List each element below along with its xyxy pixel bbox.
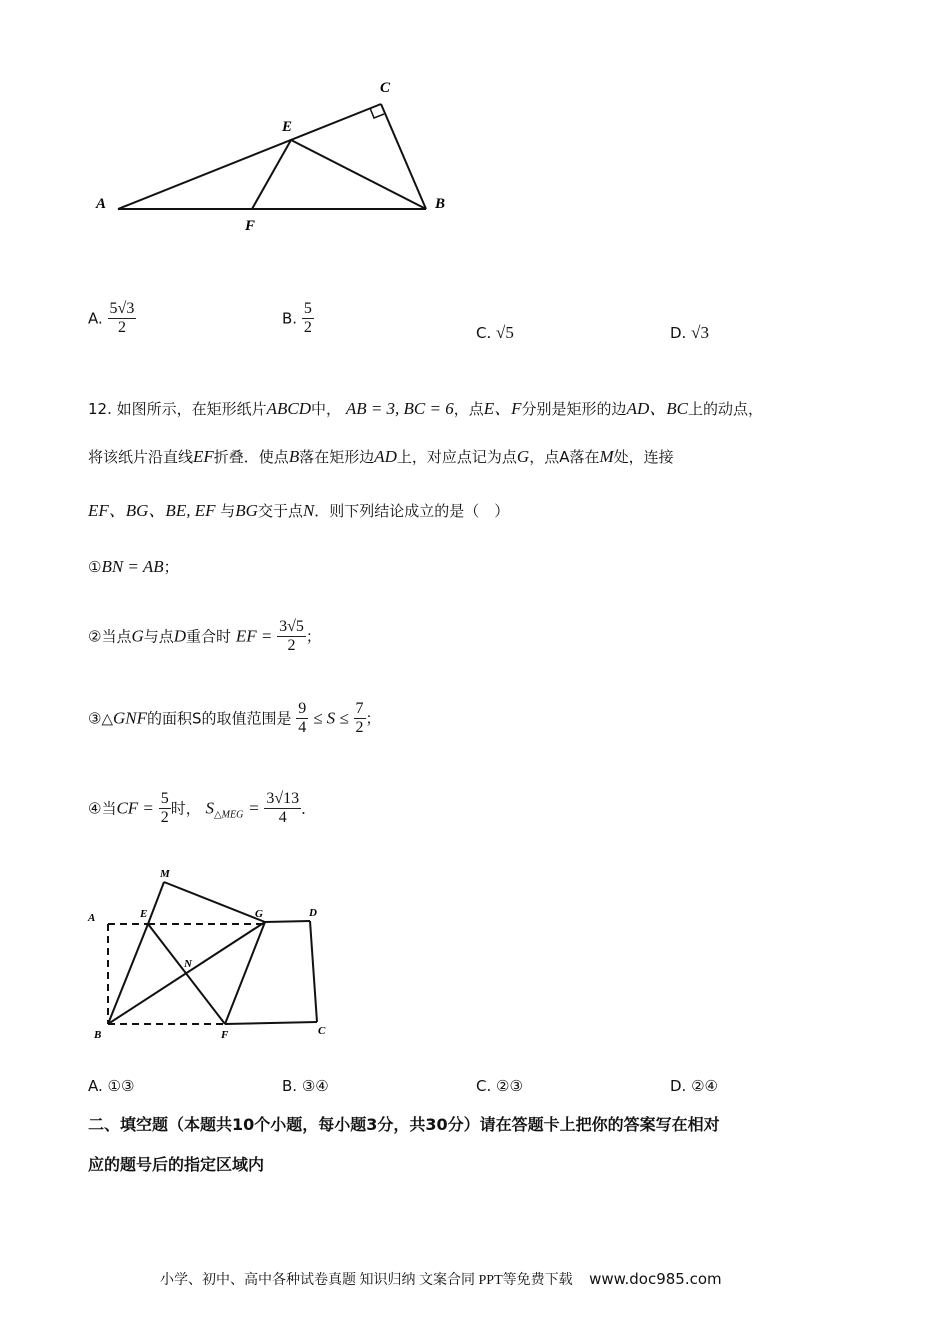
triangle-figure <box>80 70 460 240</box>
q12-line3: EF、BG、BE, EF 与BG交于点N．则下列结论成立的是（ ） <box>88 501 510 520</box>
section-heading-cont: 应的题号后的指定区域内 <box>88 1155 265 1174</box>
section-heading: 二、填空题（本题共10个小题，每小题3分，共30分）请在答题卡上把你的答案写在相对 <box>88 1115 720 1134</box>
label-f: F <box>245 218 256 234</box>
label-n: N <box>184 958 192 970</box>
q11-option-d: D. √3 <box>670 323 709 342</box>
q11-option-a: A. $\frac{5√3}{2}$ <box>88 300 135 337</box>
label-m: M <box>160 868 170 880</box>
frac-num: 3√5 <box>277 618 306 637</box>
frac-num: 9 <box>296 700 308 719</box>
q12-line1: 12. 如图所示，在矩形纸片ABCD中， AB = 3, BC = 6，点E、F分别是矩形的边AD、BC上的动点， <box>88 399 763 418</box>
frac-den: 4 <box>298 719 307 737</box>
frac-den: 2 <box>117 319 126 337</box>
footer <box>160 1269 722 1289</box>
frac-den: 2 <box>160 809 169 827</box>
label-b: B <box>94 1029 102 1041</box>
label-c: C <box>380 80 391 96</box>
q12-line2: 将该纸片沿直线EF折叠．使点B落在矩形边AD上，对应点记为点G，点A落在M处，连接 <box>88 447 674 466</box>
frac-den: 2 <box>355 719 364 737</box>
frac-num: 5 <box>302 300 314 319</box>
frac-den: 4 <box>278 809 287 827</box>
label-a: A <box>96 196 107 212</box>
q12-statement-2: ②当点G与点D重合时 EF = $\frac{3√5}{2}$ ； <box>88 618 321 655</box>
q12-option-c: C. ②③ <box>476 1077 523 1095</box>
q11-option-b: B. $\frac{5}{2}$ <box>282 300 312 337</box>
footer-text: 小学、初中、高中各种试卷真题 知识归纳 文案合同 PPT等免费下载 <box>160 1273 573 1288</box>
label-e: E <box>282 119 293 135</box>
frac-den: 2 <box>303 319 312 337</box>
q12-option-b: B. ③④ <box>282 1077 329 1095</box>
q12-option-a: A. ①③ <box>88 1077 135 1095</box>
label-a: A <box>88 912 96 924</box>
folded-rectangle-figure <box>80 862 350 1052</box>
label-b: B <box>435 196 446 212</box>
label-c: C <box>318 1025 326 1037</box>
q12-statement-4: ④当CF = $\frac{5}{2}$ 时， $S_{\triangle MEG}$ = $\frac{3√13}{4}$ ． <box>88 790 317 827</box>
frac-num: 5 <box>159 790 171 809</box>
frac-den: 2 <box>287 637 296 655</box>
q11-option-c: C. √5 <box>476 323 514 342</box>
label-g: G <box>255 908 263 920</box>
q12-statement-1: ①BN = AB； <box>88 557 179 576</box>
frac-num: 5√3 <box>108 300 137 319</box>
frac-num: 3√13 <box>264 790 301 809</box>
frac-num: 7 <box>354 700 366 719</box>
label-f: F <box>221 1029 229 1041</box>
q12-statement-3: ③△GNF的面积S的取值范围是 $\frac{9}{4}$ ≤ S ≤ $\frac{7}{2}$ ； <box>88 700 381 737</box>
label-e: E <box>140 908 148 920</box>
q12-option-d: D. ②④ <box>670 1077 719 1095</box>
label-d: D <box>309 907 317 919</box>
footer-site: www.doc985.com <box>589 1270 722 1288</box>
